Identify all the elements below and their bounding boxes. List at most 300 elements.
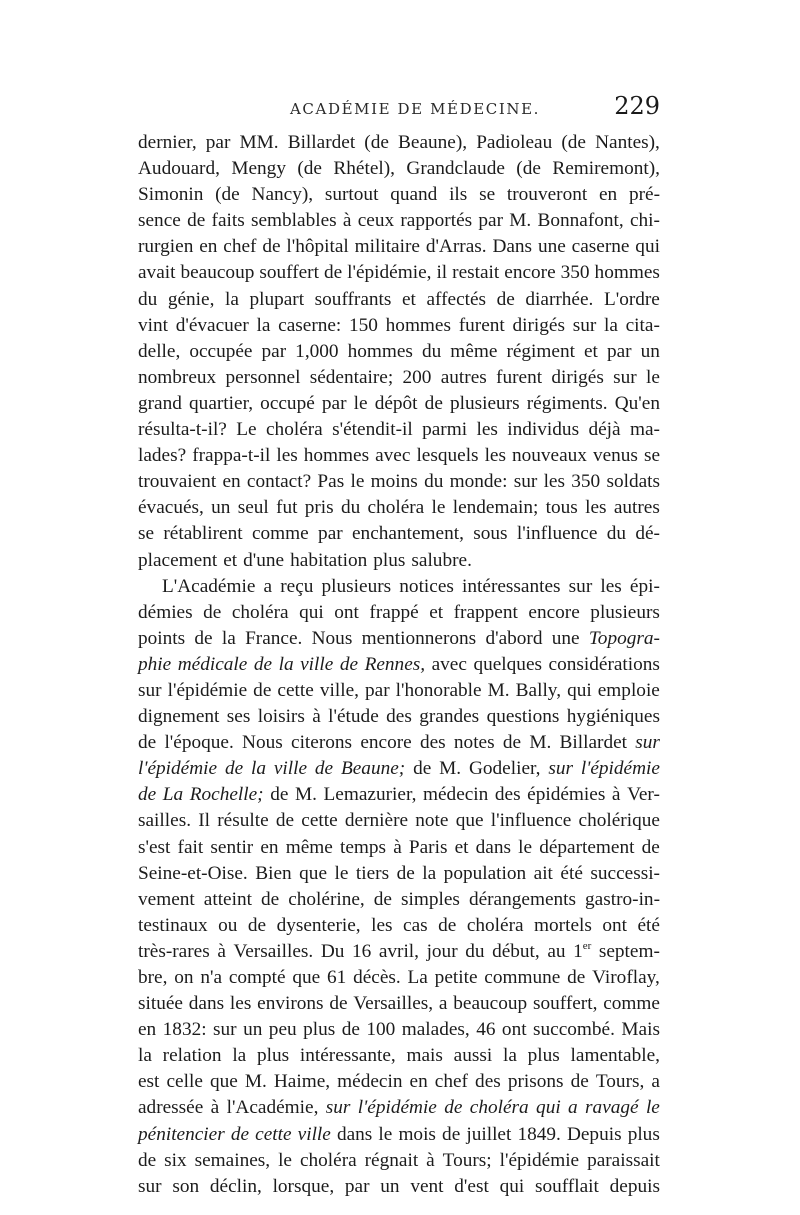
italic-word: de (253, 653, 273, 675)
word: plus (373, 549, 406, 571)
word: Nantes), (595, 132, 660, 153)
word: contact? (246, 471, 312, 493)
text-line (138, 208, 660, 234)
word: encore (528, 601, 580, 623)
word: 16 (351, 940, 372, 962)
word: 46 (476, 1019, 496, 1041)
word: Lemazurier, (323, 784, 417, 806)
word: L'ordre (603, 288, 660, 310)
word: épi- (629, 575, 660, 597)
word: (de (516, 158, 541, 180)
word: jour (426, 940, 458, 962)
word: épidémies (527, 784, 606, 806)
word: sous (473, 523, 508, 545)
word: d'abord (485, 627, 543, 649)
text-line (138, 835, 660, 861)
word: l'époque. (164, 732, 234, 754)
word: successi- (590, 862, 660, 884)
word: rurgien (138, 236, 194, 258)
word: le (350, 471, 365, 493)
word: soufflait (534, 1175, 599, 1197)
word: à (393, 836, 402, 858)
word: et (401, 288, 416, 310)
word: s'est (138, 836, 171, 858)
italic-word: l'épidémie (138, 758, 218, 780)
word: cholérique (578, 810, 660, 832)
word: médecin (337, 1071, 403, 1093)
word: vint (138, 314, 168, 336)
word: peu (268, 1019, 297, 1041)
word: France. (245, 627, 303, 649)
word: à (210, 1097, 220, 1119)
word: médecin (423, 784, 489, 806)
word: l'influence (516, 523, 598, 545)
word: faits (211, 210, 245, 232)
word: cita- (625, 314, 660, 336)
word: le (646, 366, 660, 388)
word: depuis (609, 1175, 660, 1197)
word: au (547, 940, 566, 962)
word: intéressantes (462, 575, 561, 597)
italic-word: qui (536, 1097, 561, 1119)
word: dernier, (138, 132, 197, 153)
text-line (138, 861, 660, 887)
word: paraissait (587, 1149, 660, 1171)
text-line (138, 495, 660, 521)
word: et (584, 340, 598, 362)
word: même (285, 836, 333, 858)
word: quartier, (189, 392, 254, 414)
word: enchantement, (352, 523, 464, 545)
word: la (256, 314, 271, 336)
word: comme (251, 523, 309, 545)
word: Mengy (231, 158, 286, 180)
word: plusieurs (450, 392, 520, 414)
word: le (518, 836, 533, 858)
word: notes (453, 732, 495, 754)
word: et (223, 549, 238, 571)
word: d'Arras. (425, 236, 487, 258)
text-line (138, 991, 660, 1017)
text-line (138, 1095, 660, 1121)
word: aussi (453, 1045, 493, 1067)
word: de (496, 288, 515, 310)
word: hommes (303, 445, 370, 467)
word: à (426, 1149, 435, 1171)
word: habitation (290, 549, 368, 571)
word: semblables (250, 210, 337, 232)
word: M. (509, 210, 532, 232)
word: les (276, 445, 298, 467)
word: choléra (367, 497, 425, 519)
word: souffert (259, 262, 319, 284)
word: décès. (353, 967, 401, 988)
word: hommes (594, 262, 660, 284)
word: soldats (606, 471, 660, 493)
word: de (570, 1071, 589, 1093)
word: gastro-in- (585, 888, 660, 910)
word: vement (138, 888, 195, 910)
word: des (494, 784, 521, 806)
word: de (424, 392, 443, 414)
word: de (329, 993, 348, 1015)
text-line (138, 365, 660, 391)
word: un (380, 1175, 400, 1197)
word: M. (439, 758, 462, 780)
word: que (299, 862, 327, 884)
word: avec (375, 445, 411, 467)
word: sailles. (138, 810, 192, 832)
word: mais (406, 1045, 443, 1067)
word: des (475, 1071, 501, 1093)
word: choléra (266, 419, 323, 441)
word: nombreux (138, 366, 217, 388)
word: Grandclaude (406, 158, 505, 180)
word: démies (138, 601, 193, 623)
word: compté (228, 967, 286, 988)
word: chef (223, 236, 257, 258)
word: dans (475, 836, 511, 858)
word: lades? (138, 445, 187, 467)
word: Versailles, (353, 993, 434, 1015)
word: malades, (401, 1019, 470, 1041)
word: Audouard, (138, 158, 220, 180)
word: vent (410, 1175, 444, 1197)
word: 1849. (517, 1123, 561, 1145)
word: de (341, 1019, 360, 1041)
word: de (442, 1123, 461, 1145)
word: d'est (454, 1175, 489, 1197)
word: 350 (571, 471, 601, 493)
word: a (263, 575, 273, 597)
word: beaucoup (180, 262, 255, 284)
italic-word: a (568, 1097, 578, 1119)
word: de (253, 679, 272, 701)
word: Tours, (595, 1071, 645, 1093)
italic-word: de (444, 1097, 463, 1119)
word: rétablirent (163, 523, 243, 545)
word: en (138, 1019, 157, 1041)
word: encore (360, 732, 412, 754)
word: simples (401, 888, 460, 910)
italic-word: de (224, 758, 244, 780)
word: sur (572, 314, 597, 336)
italic-word: de (314, 758, 334, 780)
word: évacués, (138, 497, 204, 519)
word: M. (529, 732, 552, 754)
italic-word: de (339, 653, 359, 675)
word: par (344, 1175, 370, 1197)
italic-word: ravagé (585, 1097, 639, 1119)
word: la (422, 862, 437, 884)
word: et (454, 836, 469, 858)
italic-word: l'épidémie (357, 1097, 437, 1119)
word: 100 (366, 1019, 396, 1041)
word: ville, (319, 679, 359, 701)
text-line (138, 443, 660, 469)
word: mentionnerons (361, 627, 477, 649)
word: tiers (355, 862, 390, 884)
word: de (641, 836, 660, 858)
word: la (138, 1045, 152, 1067)
word: par (205, 132, 231, 153)
word: prisons (507, 1071, 564, 1093)
word: le (431, 497, 446, 519)
word: du (465, 940, 485, 962)
text-line (138, 182, 660, 208)
word: dérangements (468, 888, 577, 910)
text-line (138, 626, 660, 652)
word: à (611, 784, 621, 806)
word: les (543, 471, 565, 493)
word: trouvaient (138, 471, 217, 493)
word: celle (166, 1071, 203, 1093)
word: ils (449, 184, 468, 206)
word: nouveaux (511, 445, 587, 467)
word: affectés (426, 288, 487, 310)
word: plus (527, 1045, 560, 1067)
word: caserne (571, 236, 630, 258)
word: se (138, 523, 155, 545)
word: petite (434, 967, 478, 988)
word: en (409, 1071, 428, 1093)
text-line (138, 1174, 660, 1200)
word: qui (567, 679, 592, 701)
italic-word: la (278, 653, 294, 675)
text-line (138, 756, 660, 782)
page-header (138, 92, 660, 126)
word: résulta-t-il? (138, 419, 227, 441)
text-line (138, 600, 660, 626)
word: emploie (597, 679, 660, 701)
word: résulte (217, 810, 269, 832)
word: département (539, 836, 635, 858)
word: a (438, 993, 448, 1015)
word: a (651, 1071, 660, 1093)
word: une (551, 627, 580, 649)
word: surtout (324, 184, 379, 206)
word: comme (603, 993, 660, 1015)
word: Nancy), (251, 184, 314, 206)
word: grand (138, 392, 182, 414)
word: points (138, 627, 186, 649)
word: les (585, 497, 607, 519)
word: Bonnafont, (537, 210, 624, 232)
word: se (479, 184, 496, 206)
word: Depuis (566, 1123, 622, 1145)
word: Godelier, (468, 758, 541, 780)
word: même (450, 340, 498, 362)
word: de (138, 732, 157, 754)
word: lesquels (416, 445, 479, 467)
word: qui (499, 1175, 525, 1197)
word: régnait (364, 1149, 419, 1171)
word: (de (215, 184, 240, 206)
word: individus (507, 419, 580, 441)
word: moins (370, 471, 418, 493)
word: frappent (453, 601, 518, 623)
word: Ver- (627, 784, 660, 806)
italic-word: ville (297, 1123, 331, 1145)
word: cette (277, 679, 314, 701)
text-line (138, 130, 660, 156)
word: déjà (588, 419, 621, 441)
word: ait (533, 862, 553, 884)
word: beaucoup (453, 993, 528, 1015)
italic-word: sur (635, 732, 660, 754)
word: plus (627, 1123, 660, 1145)
word: considérations (548, 653, 660, 675)
word: citerons (291, 732, 353, 754)
word: du (138, 288, 158, 310)
text-line (138, 260, 660, 286)
word: occupée (189, 340, 253, 362)
word: l'étude (328, 706, 379, 728)
word: de (567, 967, 586, 988)
word: ont (602, 914, 627, 936)
word: du (421, 340, 442, 362)
word: sur (513, 471, 538, 493)
text-line (138, 939, 660, 965)
word: quand (390, 184, 438, 206)
word: Mais (621, 1019, 660, 1041)
word: lorsque, (272, 1175, 335, 1197)
word: dysenterie, (276, 914, 361, 936)
word: un (640, 340, 660, 362)
text-line (138, 574, 660, 600)
word: temps (339, 836, 387, 858)
word: atteint (203, 888, 252, 910)
word: des (419, 732, 446, 754)
word: de (270, 784, 289, 806)
word: fait (177, 836, 204, 858)
word: dé- (635, 523, 660, 545)
word: plusieurs (321, 575, 392, 597)
word: de (247, 914, 267, 936)
word: autres (613, 497, 660, 519)
word: par (318, 523, 343, 545)
text-line (138, 678, 660, 704)
word: le (334, 862, 349, 884)
word: sur (613, 366, 637, 388)
text-line (138, 704, 660, 730)
word: cholérine, (288, 888, 365, 910)
text-line (138, 1069, 660, 1095)
word: fut (276, 497, 298, 519)
italic-word: sur (548, 758, 573, 780)
word: à (342, 210, 352, 232)
word: par (478, 210, 504, 232)
word: à (312, 706, 321, 728)
text-line (138, 887, 660, 913)
word: militaire (354, 236, 420, 258)
word: reçu (280, 575, 314, 597)
word: de (187, 210, 206, 232)
word: l'épidémie (499, 1149, 580, 1171)
word: tous (545, 497, 578, 519)
word: monde: (449, 471, 508, 493)
word: commune (484, 967, 561, 988)
word: l'hôpital (286, 236, 349, 258)
text-line (138, 1043, 660, 1069)
word: venus (592, 445, 638, 467)
word: Paris (408, 836, 448, 858)
italic-word: cette (255, 1123, 292, 1145)
word: environs (257, 993, 324, 1015)
word: les (600, 575, 622, 597)
word: les (229, 993, 252, 1015)
word: avait (138, 262, 176, 284)
word: été (637, 914, 660, 936)
word: en (260, 836, 279, 858)
word: Simonin (138, 184, 204, 206)
word: les (484, 445, 506, 467)
text-line (138, 808, 660, 834)
word: dernière (344, 810, 409, 832)
word: semaines, (194, 1149, 271, 1171)
word: M. (294, 784, 317, 806)
word: l'épidémie (167, 679, 248, 701)
word: des (386, 706, 412, 728)
word: le (353, 392, 368, 414)
word: furent (458, 314, 505, 336)
italic-word: le (645, 1097, 660, 1119)
word: notices (399, 575, 454, 597)
word: du (340, 497, 361, 519)
word: loisirs (257, 706, 305, 728)
word: les (371, 914, 393, 936)
word: Nous (311, 627, 353, 649)
word: sur (138, 679, 162, 701)
word: son (172, 1175, 200, 1197)
word: 350 (560, 262, 590, 284)
word: juillet (466, 1123, 512, 1145)
word: Haime, (273, 1071, 331, 1093)
word: encore (504, 262, 556, 284)
word: questions (486, 706, 560, 728)
text-line (138, 548, 660, 574)
word: rapportés (400, 210, 473, 232)
word: par (365, 679, 390, 701)
word: 1832: (162, 1019, 207, 1041)
word: une (537, 236, 566, 258)
italic-word: Beaune; (340, 758, 406, 780)
italic-word: pénitencier (138, 1123, 225, 1145)
text-line (138, 1148, 660, 1174)
word: la (224, 288, 239, 310)
word: Billardet (559, 732, 627, 754)
word: Tours; (442, 1149, 492, 1171)
italic-word: de (138, 784, 157, 806)
word: on (174, 967, 194, 988)
word: M. (244, 1071, 267, 1093)
word: Padioleau (476, 132, 553, 153)
word: sur (568, 575, 593, 597)
text-line (138, 339, 660, 365)
word: restait (452, 262, 500, 284)
word: il (436, 262, 448, 284)
word: ou (218, 914, 238, 936)
word: parmi (422, 419, 468, 441)
word: qui (299, 601, 324, 623)
body-text (138, 130, 660, 1200)
word: la (502, 1045, 517, 1067)
word: intéressante, (299, 1045, 396, 1067)
word: (de (297, 158, 322, 180)
word: la (232, 1045, 247, 1067)
word: mortels (534, 914, 592, 936)
word: pris (304, 497, 334, 519)
